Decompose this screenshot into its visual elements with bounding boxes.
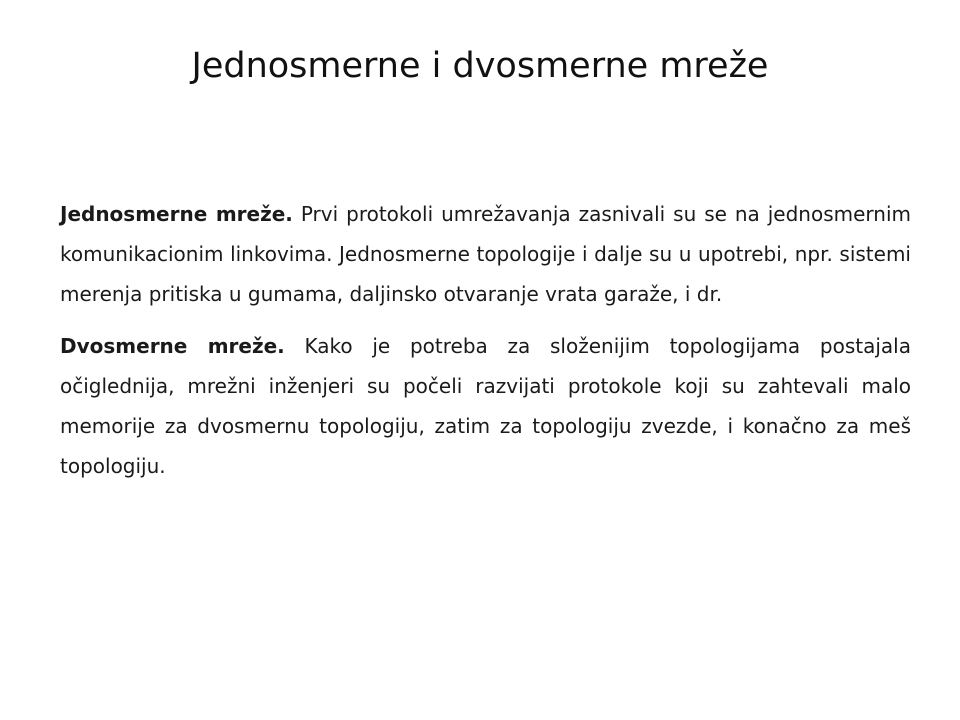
paragraph-unidirectional-networks	[60, 194, 911, 314]
paragraph-text: Prvi protokoli umrežavanja zasnivali su se na jednosmernim komunikacionim linkovima. Jednosmerne topologije i dalje su u upotrebi, npr. sistemi merenja pritiska u gumama, daljinsko otvaranje vrata garaže, i dr.	[60, 202, 912, 306]
paragraph-lead: Jednosmerne mreže.	[60, 202, 293, 226]
paragraph-text: Kako je potreba za složenijim topologijama postajala očiglednija, mrežni inženjeri su počeli razvijati protokole koji su zahtevali malo memorije za dvosmernu topologiju, zatim za topologiju zvezde, i konačno za meš topologiju.	[60, 334, 911, 478]
paragraph-bidirectional-networks	[60, 326, 911, 486]
slide-body	[60, 194, 911, 498]
paragraph-lead: Dvosmerne mreže.	[60, 334, 285, 358]
slide-title: Jednosmerne i dvosmerne mreže	[191, 46, 769, 86]
